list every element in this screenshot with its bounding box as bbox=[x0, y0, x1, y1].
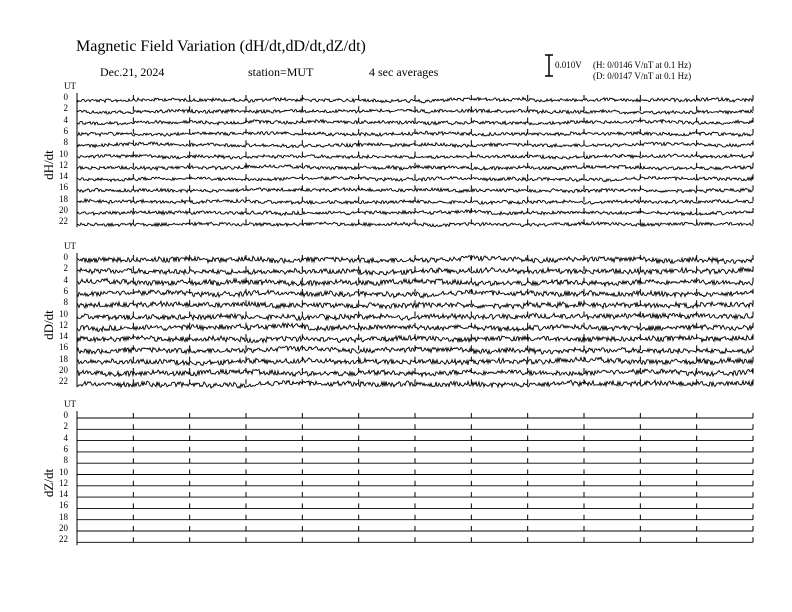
hour-tick-label: 12 bbox=[59, 477, 68, 488]
hour-tick-label: 12 bbox=[59, 159, 68, 170]
hour-tick-label: 2 bbox=[63, 103, 68, 114]
time-axis-label: UT bbox=[64, 241, 76, 251]
hour-tick-label: 10 bbox=[59, 466, 68, 477]
hour-tick-label: 14 bbox=[59, 171, 68, 182]
hour-tick-label: 22 bbox=[59, 216, 68, 227]
scale-d-sensitivity: (D: 0/0147 V/nT at 0.1 Hz) bbox=[593, 71, 692, 81]
hour-tick-label: 20 bbox=[59, 205, 68, 215]
hour-tick-label: 2 bbox=[63, 421, 68, 432]
panel-ylabel: dD/dt bbox=[41, 309, 56, 340]
hour-tick-label: 22 bbox=[59, 534, 68, 545]
panel-ylabel: dZ/dt bbox=[41, 468, 56, 497]
hour-tick-label: 18 bbox=[59, 193, 68, 204]
hour-tick-label: 14 bbox=[59, 489, 68, 500]
hour-tick-label: 16 bbox=[59, 500, 68, 511]
hour-tick-label: 18 bbox=[59, 511, 68, 522]
date-label: Dec.21, 2024 bbox=[100, 65, 165, 79]
hour-tick-label: 4 bbox=[63, 274, 68, 285]
chart-title: Magnetic Field Variation (dH/dt,dD/dt,dZ/dt) bbox=[76, 38, 366, 55]
scale-h-sensitivity: (H: 0/0146 V/nT at 0.1 Hz) bbox=[593, 60, 692, 70]
hour-tick-label: 22 bbox=[59, 376, 68, 387]
hour-tick-label: 8 bbox=[63, 455, 68, 466]
scale-voltage: 0.010V bbox=[555, 60, 582, 70]
hour-tick-label: 20 bbox=[59, 365, 68, 375]
hour-tick-label: 8 bbox=[63, 297, 68, 308]
hour-tick-label: 8 bbox=[63, 137, 68, 148]
hour-tick-label: 0 bbox=[63, 252, 68, 262]
hour-tick-label: 2 bbox=[63, 263, 68, 274]
averaging-label: 4 sec averages bbox=[369, 65, 439, 79]
hour-tick-label: 20 bbox=[59, 523, 68, 533]
hour-tick-label: 14 bbox=[59, 331, 68, 342]
hour-tick-label: 16 bbox=[59, 182, 68, 193]
trace-line bbox=[77, 154, 753, 159]
hour-tick-label: 10 bbox=[59, 148, 68, 159]
hour-tick-label: 16 bbox=[59, 342, 68, 353]
trace-line bbox=[77, 335, 753, 342]
trace-line bbox=[77, 268, 753, 275]
panel-ylabel: dH/dt bbox=[41, 149, 56, 180]
time-axis-label: UT bbox=[64, 81, 76, 91]
station-label: station=MUT bbox=[248, 65, 314, 79]
hour-tick-label: 4 bbox=[63, 432, 68, 443]
time-axis-label: UT bbox=[64, 399, 76, 409]
hour-tick-label: 6 bbox=[63, 285, 68, 296]
hour-tick-label: 10 bbox=[59, 308, 68, 319]
hour-tick-label: 4 bbox=[63, 114, 68, 125]
hour-tick-label: 0 bbox=[63, 92, 68, 102]
hour-tick-label: 0 bbox=[63, 410, 68, 420]
hour-tick-label: 12 bbox=[59, 319, 68, 330]
hour-tick-label: 6 bbox=[63, 125, 68, 136]
hour-tick-label: 6 bbox=[63, 443, 68, 454]
hour-tick-label: 18 bbox=[59, 353, 68, 364]
